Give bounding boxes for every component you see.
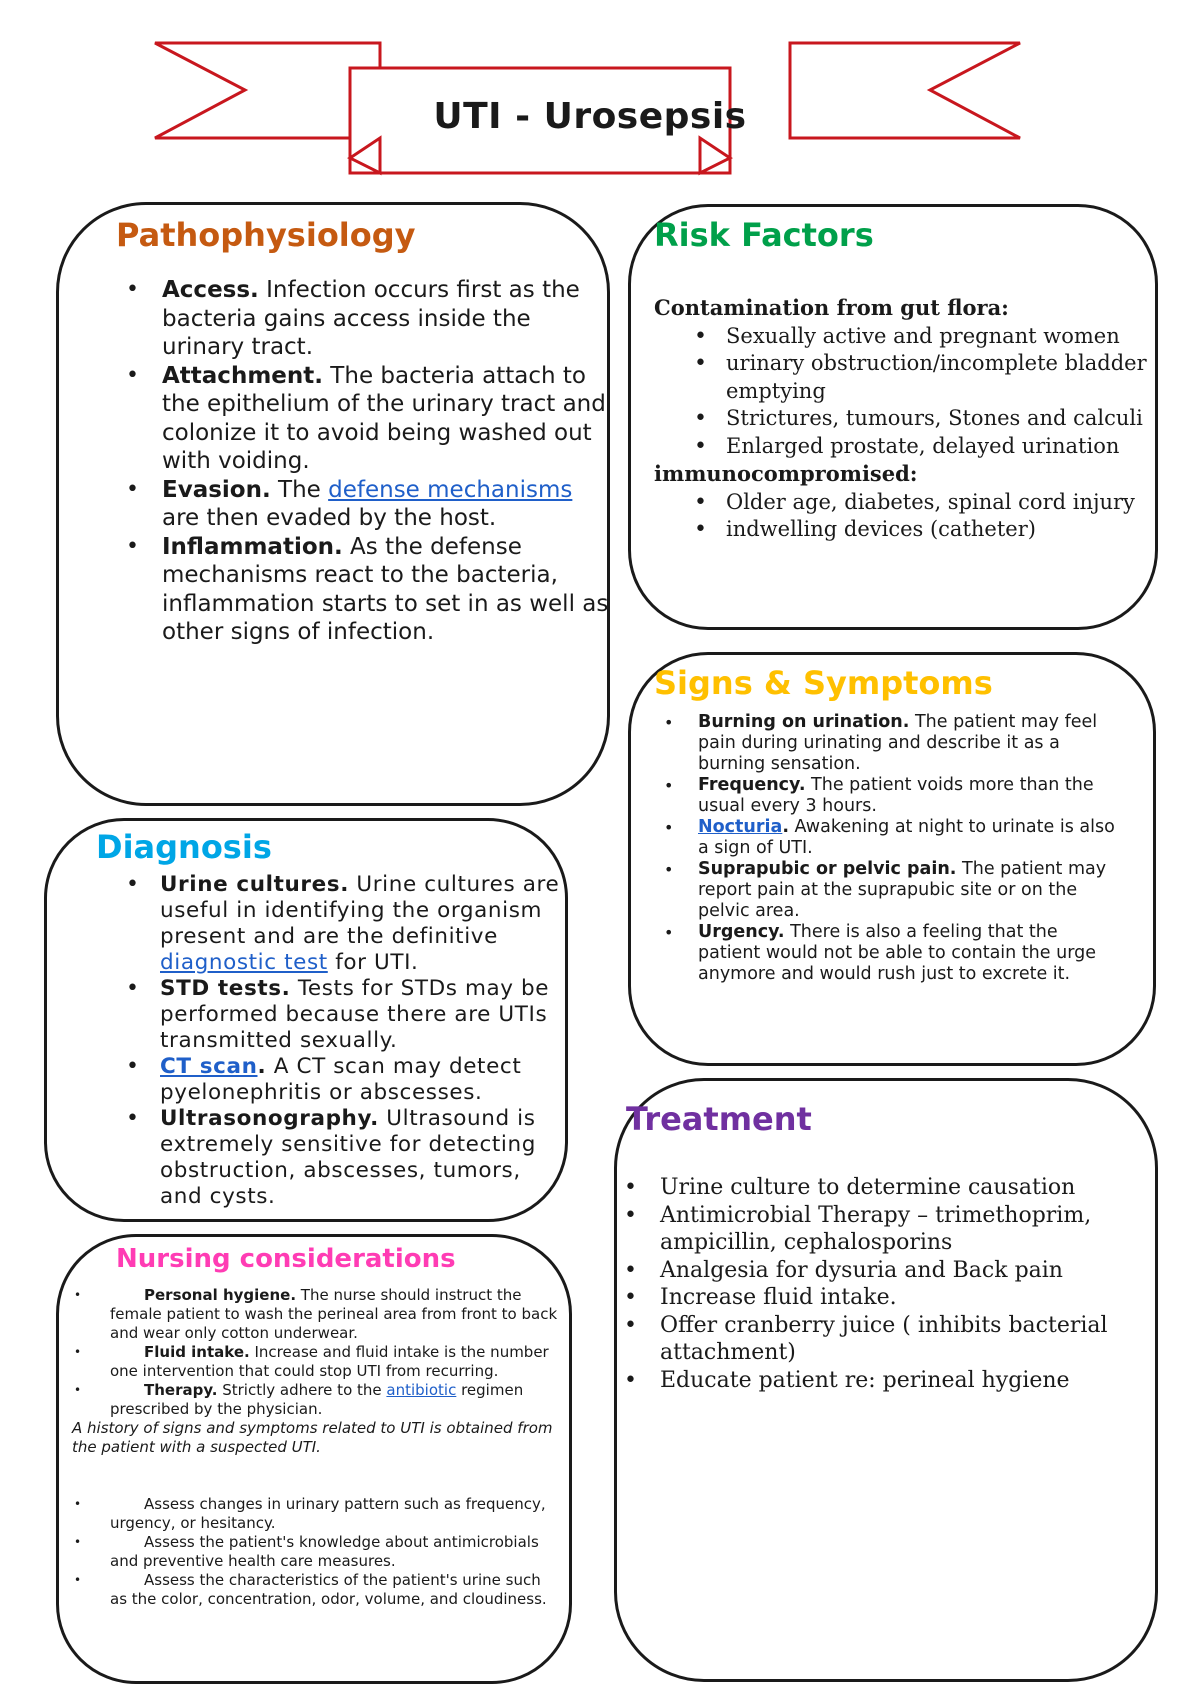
- list-item: • Offer cranberry juice ( inhibits bacterial attachment): [660, 1312, 1110, 1367]
- list-item: • Strictures, tumours, Stones and calculi: [726, 405, 1154, 433]
- treatment-list: [660, 1174, 1110, 1394]
- nursing-note: A history of signs and symptoms related to UTI is obtained from the patient with a suspected UTI.: [72, 1419, 553, 1456]
- list-item: • Enlarged prostate, delayed urination: [726, 433, 1154, 461]
- nursing-content: [72, 1286, 562, 1609]
- banner-left-ribbon: [155, 43, 380, 138]
- diagnosis-list: [160, 872, 570, 1210]
- list-item: • Attachment. The bacteria attach to the epithelium of the urinary tract and colonize it to avoid being washed out with voiding.: [162, 362, 612, 476]
- nocturia-link[interactable]: Nocturia: [698, 817, 783, 837]
- list-item: • Suprapubic or pelvic pain. The patient may report pain at the suprapubic site or on the pelvic area.: [698, 859, 1118, 922]
- list-item: • Assess changes in urinary pattern such as frequency, urgency, or hesitancy.: [110, 1495, 562, 1533]
- ct-scan-link[interactable]: CT scan: [160, 1054, 258, 1079]
- list-item: • Analgesia for dysuria and Back pain: [660, 1257, 1110, 1285]
- list-item: • Access. Infection occurs first as the bacteria gains access inside the urinary tract.: [162, 276, 612, 362]
- nursing-heading: Nursing considerations: [116, 1244, 456, 1274]
- list-item: • Ultrasonography. Ultrasound is extremely sensitive for detecting obstruction, abscesses, tumors, and cysts.: [160, 1106, 570, 1210]
- list-item: • indwelling devices (catheter): [726, 516, 1154, 544]
- diagnostic-test-link[interactable]: diagnostic test: [160, 950, 328, 975]
- list-item: • Nocturia. Awakening at night to urinate is also a sign of UTI.: [698, 817, 1118, 859]
- list-item: • Educate patient re: perineal hygiene: [660, 1367, 1110, 1395]
- risk-factors-heading: Risk Factors: [654, 216, 874, 254]
- list-item: • Antimicrobial Therapy – trimethoprim, ampicillin, cephalosporins: [660, 1202, 1110, 1257]
- signs-heading: Signs & Symptoms: [654, 664, 993, 702]
- risk-group-label: Contamination from gut flora:: [654, 295, 1009, 320]
- list-item: • Assess the characteristics of the patient's urine such as the color, concentration, odor, volume, and cloudiness.: [110, 1571, 562, 1609]
- diagnosis-heading: Diagnosis: [96, 828, 272, 866]
- list-item: • Therapy. Strictly adhere to the antibiotic regimen prescribed by the physician.: [110, 1381, 562, 1419]
- risk-factors-content: [654, 294, 1154, 544]
- list-item: • CT scan. A CT scan may detect pyelonephritis or abscesses.: [160, 1054, 570, 1106]
- banner-right-ribbon: [790, 43, 1020, 138]
- list-item: • Older age, diabetes, spinal cord injury: [726, 489, 1154, 517]
- list-item: • Inflammation. As the defense mechanisms react to the bacteria, inflammation starts to set in as well as other signs of infection.: [162, 533, 612, 647]
- pathophysiology-list: [162, 276, 612, 647]
- list-item: • urinary obstruction/incomplete bladder emptying: [726, 350, 1154, 405]
- list-item: • Urine cultures. Urine cultures are useful in identifying the organism present and are the definitive diagnostic test for UTI.: [160, 872, 570, 976]
- list-item: • Evasion. The defense mechanisms are then evaded by the host.: [162, 476, 612, 533]
- list-item: • Frequency. The patient voids more than the usual every 3 hours.: [698, 775, 1118, 817]
- list-item: • Urgency. There is also a feeling that the patient would not be able to contain the urge anymore and would rush just to excrete it.: [698, 922, 1118, 985]
- list-item: • Burning on urination. The patient may feel pain during urinating and describe it as a burning sensation.: [698, 712, 1118, 775]
- list-item: • Personal hygiene. The nurse should instruct the female patient to wash the perineal area from front to back and wear only cotton underwear.: [110, 1286, 562, 1343]
- page-title: UTI - Urosepsis: [433, 96, 747, 137]
- risk-group-label: immunocompromised:: [654, 461, 918, 486]
- list-item: • Assess the patient's knowledge about antimicrobials and preventive health care measures.: [110, 1533, 562, 1571]
- pathophysiology-heading: Pathophysiology: [116, 216, 416, 254]
- list-item: • Urine culture to determine causation: [660, 1174, 1110, 1202]
- signs-list: [698, 712, 1118, 985]
- list-item: • Sexually active and pregnant women: [726, 323, 1154, 351]
- list-item: • Fluid intake. Increase and fluid intake is the number one intervention that could stop UTI from recurring.: [110, 1343, 562, 1381]
- defense-mechanisms-link[interactable]: defense mechanisms: [328, 476, 573, 503]
- treatment-heading: Treatment: [626, 1100, 812, 1138]
- list-item: • Increase fluid intake.: [660, 1284, 1110, 1312]
- list-item: • STD tests. Tests for STDs may be performed because there are UTIs transmitted sexually.: [160, 976, 570, 1054]
- antibiotic-link[interactable]: antibiotic: [386, 1381, 457, 1399]
